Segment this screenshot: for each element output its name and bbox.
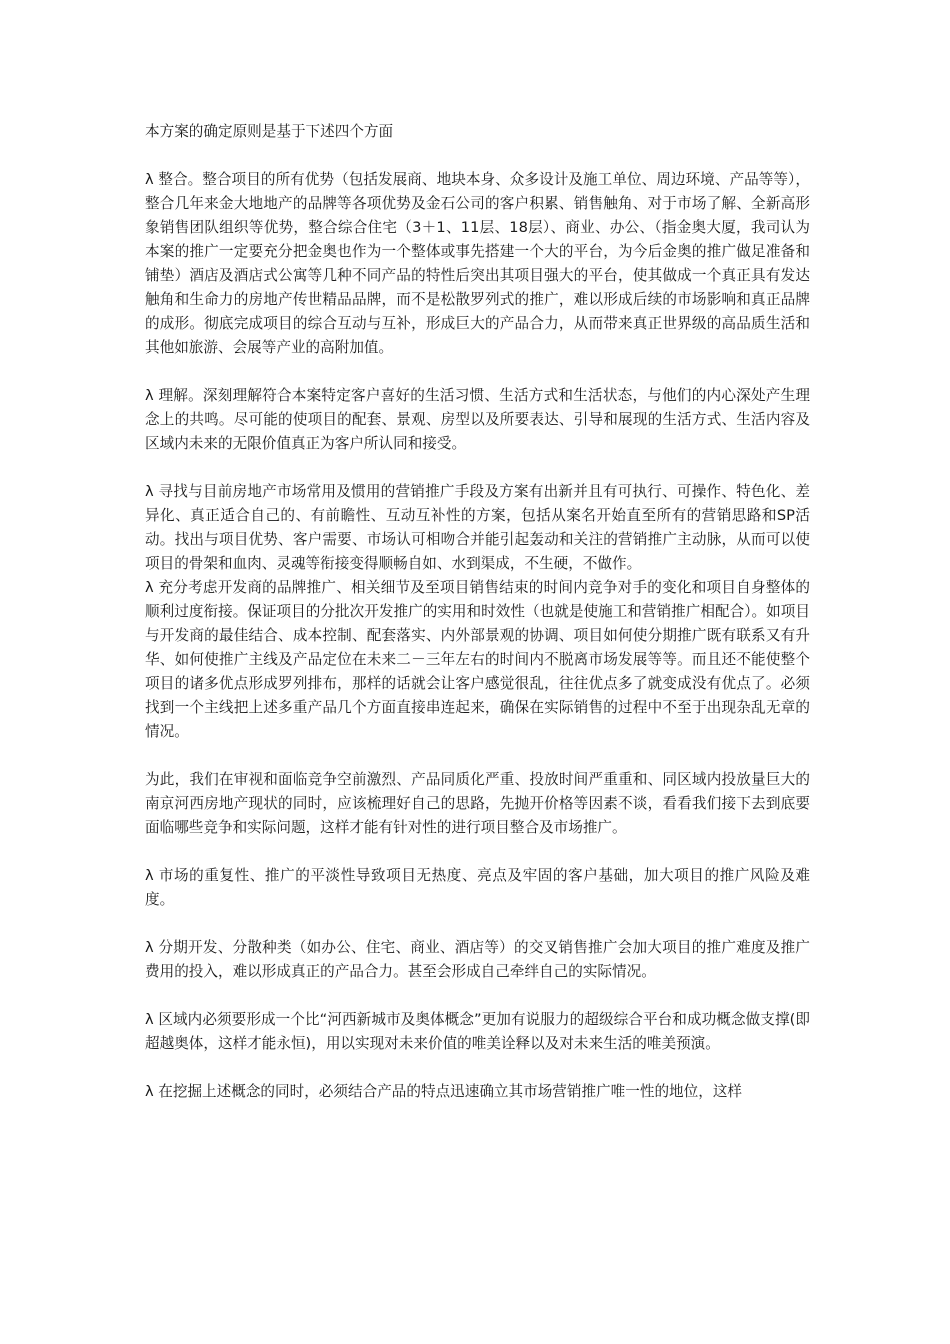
paragraph-issue-uniqueness: λ 在挖掘上述概念的同时，必须结合产品的特点迅速确立其市场营销推广唯一性的地位，这样 — [145, 1083, 743, 1100]
paragraph-issue-phased-development: λ 分期开发、分散种类（如办公、住宅、商业、酒店等）的交叉销售推广会加大项目的推广难度及推广费用的投入，难以形成真正的产品合力。甚至会形成自己牵绊自己的实际情况。 — [145, 939, 810, 980]
paragraph-issue-repetition: λ 市场的重复性、推广的平淡性导致项目无热度、亮点及牢固的客户基础，加大项目的推广风险及难度。 — [145, 867, 810, 908]
paragraph-issue-concept-platform: λ 区域内必须要形成一个比“河西新城市及奥体概念”更加有说服力的超级综合平台和成功概念做支撑(即超越奥体，这样才能永恒)，用以实现对未来价值的唯美诠释以及对未来生活的唯美预演。 — [145, 1011, 810, 1052]
document-body — [145, 120, 810, 1104]
paragraph-understanding: λ 理解。深刻理解符合本案特定客户喜好的生活习惯、生活方式和生活状态，与他们的内心深处产生理念上的共鸣。尽可能的使项目的配套、景观、房型以及所要表达、引导和展现的生活方式、生活内容及区域内未来的无限价值真正为客户所认同和接受。 — [145, 387, 810, 452]
paragraph-integration: λ 整合。整合项目的所有优势（包括发展商、地块本身、众多设计及施工单位、周边环境、产品等等），整合几年来金大地地产的品牌等各项优势及金石公司的客户积累、销售触角、对于市场了解、全新高形象销售团队组织等优势，整合综合住宅（3＋1、11层、18层）、商业、办公、（指金奥大厦，我司认为本案的推广一定要充分把金奥也作为一个整体或事先搭建一个大的平台，为今后金奥的推广做足准备和铺垫）酒店及酒店式公寓等几种不同产品的特性后突出其项目强大的平台，使其做成一个真正具有发达触角和生命力的房地产传世精品品牌，而不是松散罗列式的推广，难以形成后续的市场影响和真正品牌的成形。彻底完成项目的综合互动与互补，形成巨大的产品合力，从而带来真正世界级的高品质生活和其他如旅游、会展等产业的高附加值。 — [145, 171, 810, 356]
intro-heading: 本方案的确定原则是基于下述四个方面 — [145, 123, 394, 140]
paragraph-innovation: λ 寻找与目前房地产市场常用及惯用的营销推广手段及方案有出新并且有可执行、可操作、特色化、差异化、真正适合自己的、有前瞻性、互动互补性的方案，包括从案名开始直至所有的营销思路和SP活动。找出与项目优势、客户需要、市场认可相吻合并能引起轰动和关注的营销推广主动脉，从而可以使项目的骨架和血肉、灵魂等衔接变得顺畅自如、水到渠成，不生硬，不做作。 — [145, 483, 810, 572]
paragraph-developer-brand: λ 充分考虑开发商的品牌推广、相关细节及至项目销售结束的时间内竞争对手的变化和项目自身整体的顺利过度衔接。保证项目的分批次开发推广的实用和时效性（也就是使施工和营销推广相配合）。如项目与开发商的最佳结合、成本控制、配套落实、内外部景观的协调、项目如何使分期推广既有联系又有升华、如何使推广主线及产品定位在未来二－三年左右的时间内不脱离市场发展等等。而且还不能使整个项目的诸多优点形成罗列排布，那样的话就会让客户感觉很乱，往往优点多了就变成没有优点了。必须找到一个主线把上述多重产品几个方面直接串连起来，确保在实际销售的过程中不至于出现杂乱无章的情况。 — [145, 579, 810, 740]
paragraph-market-context: 为此，我们在审视和面临竞争空前激烈、产品同质化严重、投放时间严重重和、同区域内投放量巨大的南京河西房地产现状的同时，应该梳理好自己的思路，先抛开价格等因素不谈，看看我们接下去到底要面临哪些竞争和实际问题，这样才能有针对性的进行项目整合及市场推广。 — [145, 771, 810, 836]
